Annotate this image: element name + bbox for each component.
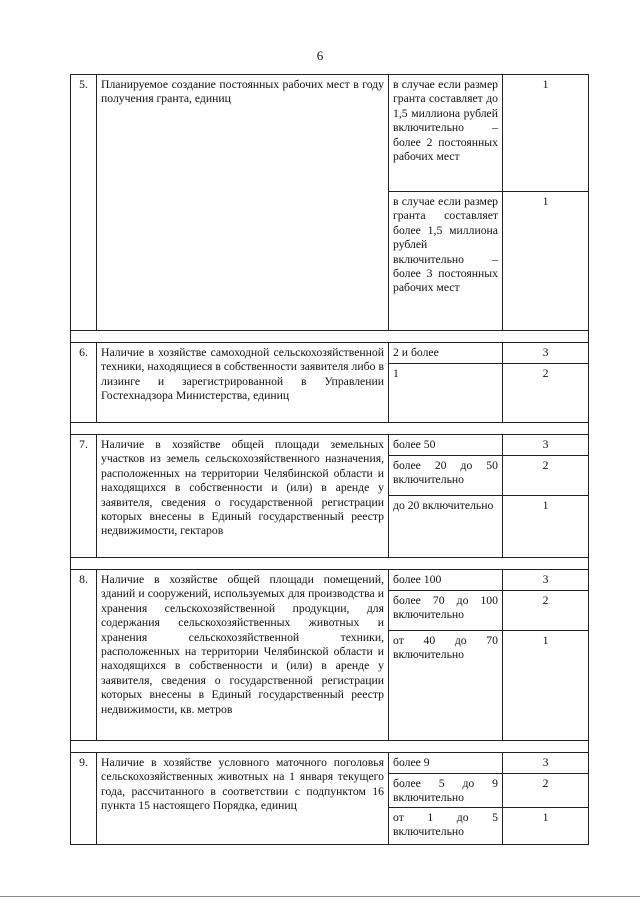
criterion-number: 7. [71, 435, 97, 558]
criterion-name: Наличие в хозяйстве общей площади помещений, зданий и сооружений, используемых для производства и хранения сельскохозяйственной продукции, для содержания сельскохозяйственных животных и хранения сельскохозяйственной техники, расположенных на территории Челябинской области и находящихся в собственности и (или) в аренде у заявителя, сведения о государственной регистрации которых внесены в Единый государственный реестр недвижимости, кв. метров [97, 570, 389, 741]
criterion-number: 5. [71, 75, 97, 331]
row-gap [71, 331, 589, 343]
criterion-points: 2 [503, 364, 589, 423]
criterion-condition: 2 и более [389, 343, 503, 364]
row-gap [71, 423, 589, 435]
criterion-name: Наличие в хозяйстве общей площади земельных участков из земель сельскохозяйственного назначения, расположенных на территории Челябинской области и находящихся в собственности и (или) в аренде у заявителя, сведения о государственной регистрации которых внесены в Единый государственный реестр недвижимости, гектаров [97, 435, 389, 558]
criterion-points: 2 [503, 774, 589, 808]
criterion-number: 6. [71, 343, 97, 423]
criterion-points: 2 [503, 456, 589, 496]
criteria-table [70, 74, 589, 845]
criterion-points: 1 [503, 496, 589, 558]
criterion-condition: более 50 [389, 435, 503, 456]
criterion-points: 3 [503, 570, 589, 591]
criterion-row [71, 753, 589, 774]
criterion-condition: более 70 до 100 включительно [389, 591, 503, 631]
criterion-condition: в случае если размер гранта составляет более 1,5 миллиона рублей включительно – более 3 постоянных рабочих мест [389, 192, 503, 331]
criterion-condition: более 20 до 50 включительно [389, 456, 503, 496]
criterion-points: 1 [503, 75, 589, 192]
criterion-points: 3 [503, 435, 589, 456]
criterion-number: 8. [71, 570, 97, 741]
criterion-row [71, 570, 589, 591]
criterion-condition: более 5 до 9 включительно [389, 774, 503, 808]
criterion-condition: до 20 включительно [389, 496, 503, 558]
criterion-row [71, 435, 589, 456]
criterion-condition: от 40 до 70 включительно [389, 631, 503, 741]
criterion-points: 1 [503, 192, 589, 331]
criterion-name: Планируемое создание постоянных рабочих мест в году получения гранта, единиц [97, 75, 389, 331]
criterion-condition: от 1 до 5 включительно [389, 808, 503, 845]
criterion-condition: 1 [389, 364, 503, 423]
criterion-name: Наличие в хозяйстве условного маточного поголовья сельскохозяйственных животных на 1 января текущего года, рассчитанного в соответствии с подпунктом 16 пункта 15 настоящего Порядка, единиц [97, 753, 389, 845]
page-bottom-rule [0, 896, 640, 897]
criterion-points: 1 [503, 631, 589, 741]
criteria-table-body [71, 75, 589, 845]
row-gap [71, 558, 589, 570]
criterion-name: Наличие в хозяйстве самоходной сельскохозяйственной техники, находящиеся в собственности заявителя либо в лизинге и зарегистрированной в Управлении Гостехнадзора Министерства, единиц [97, 343, 389, 423]
criterion-points: 1 [503, 808, 589, 845]
criterion-row [71, 75, 589, 192]
criterion-number: 9. [71, 753, 97, 845]
criterion-points: 3 [503, 753, 589, 774]
criterion-condition: более 100 [389, 570, 503, 591]
row-gap [71, 741, 589, 753]
criterion-points: 3 [503, 343, 589, 364]
page-number: 6 [316, 48, 324, 63]
criterion-condition: более 9 [389, 753, 503, 774]
criterion-points: 2 [503, 591, 589, 631]
criterion-row [71, 343, 589, 364]
criterion-condition: в случае если размер гранта составляет до 1,5 миллиона рублей включительно – более 2 постоянных рабочих мест [389, 75, 503, 192]
